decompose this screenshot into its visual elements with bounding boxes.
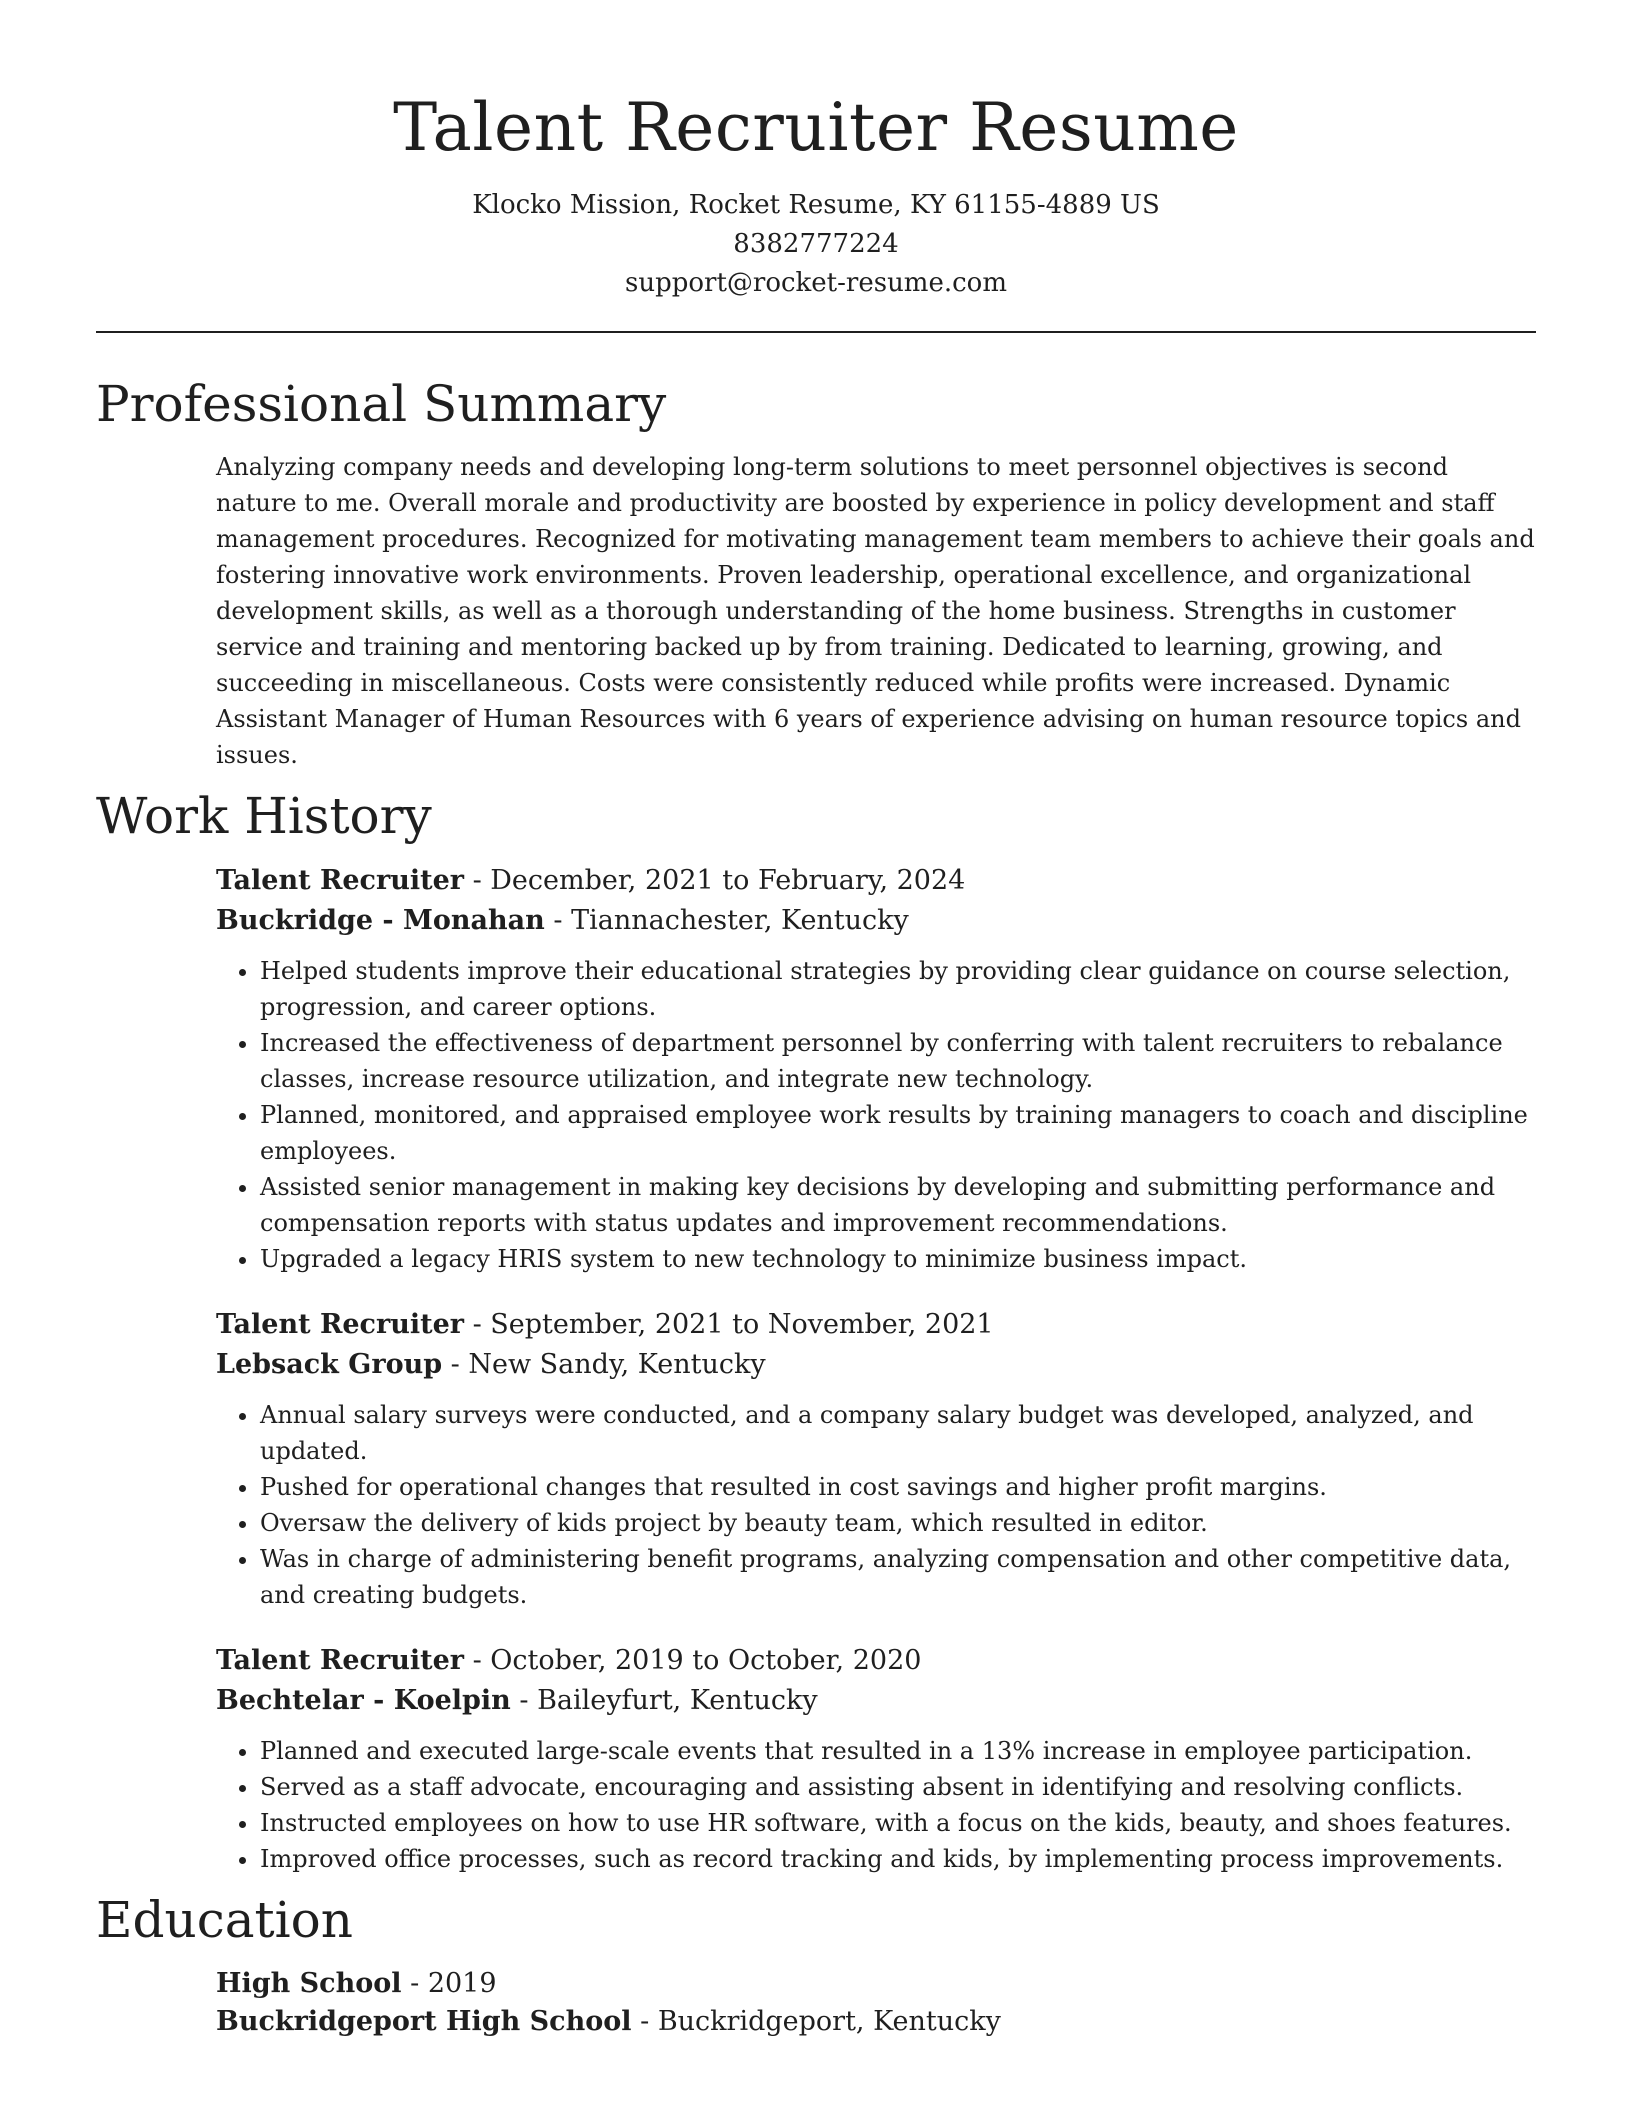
job-bullet: • Increased the effectiveness of department personnel by conferring with talent recruiters to rebalance classes, increase resource utilization, and integrate new technology.	[260, 1025, 1536, 1097]
education-heading: Education	[96, 1891, 353, 1949]
job-bullet: • Annual salary surveys were conducted, and a company salary budget was developed, analyzed, and updated.	[260, 1397, 1536, 1469]
education-degree-line	[216, 1965, 1536, 2003]
contact-phone: 8382777224	[733, 229, 899, 259]
header-divider	[96, 331, 1536, 333]
contact-block	[96, 186, 1536, 303]
summary-text: Analyzing company needs and developing long-term solutions to meet personnel objectives is second nature to me. Overall morale and productivity are boosted by experience in policy development and staff management procedures. Recognized for motivating management team members to achieve their goals and fostering innovative work environments. Proven leadership, operational excellence, and organizational development skills, as well as a thorough understanding of the home business. Strengths in customer service and training and mentoring backed up by from training. Dedicated to learning, growing, and succeeding in miscellaneous. Costs were consistently reduced while profits were increased. Dynamic Assistant Manager of Human Resources with 6 years of experience advising on human resource topics and issues.	[216, 453, 1535, 769]
job-employer: Lebsack Group	[216, 1349, 443, 1380]
job-bullet: • Helped students improve their educational strategies by providing clear guidance on course selection, progression, and career options.	[260, 953, 1536, 1025]
job-title-line	[216, 1641, 1536, 1681]
job-bullet: • Instructed employees on how to use HR software, with a focus on the kids, beauty, and shoes features.	[260, 1805, 1536, 1841]
work-history-heading: Work History	[96, 787, 432, 845]
job-location: - Tiannachester, Kentucky	[544, 905, 909, 936]
job-dates: - October, 2019 to October, 2020	[463, 1645, 922, 1676]
job-bullets	[216, 1397, 1536, 1613]
job-bullet: • Planned, monitored, and appraised employee work results by training managers to coach and discipline employees.	[260, 1097, 1536, 1169]
job-employer-line	[216, 901, 1536, 941]
job-dates: - December, 2021 to February, 2024	[463, 865, 966, 896]
job-employer: Buckridge - Monahan	[216, 905, 545, 936]
education-entry	[216, 1965, 1536, 2041]
job-title-line	[216, 1305, 1536, 1345]
contact-address: Klocko Mission, Rocket Resume, KY 61155-4889 US	[472, 190, 1160, 220]
job-location: - New Sandy, Kentucky	[442, 1349, 766, 1380]
job-bullets	[216, 953, 1536, 1277]
job-bullet: • Improved office processes, such as record tracking and kids, by implementing process improvements.	[260, 1841, 1536, 1877]
job-bullet: • Was in charge of administering benefit programs, analyzing compensation and other competitive data, and creating budgets.	[260, 1541, 1536, 1613]
job-employer-line	[216, 1345, 1536, 1385]
page-title: Talent Recruiter Resume	[393, 89, 1239, 166]
job-dates: - September, 2021 to November, 2021	[463, 1309, 994, 1340]
job-location: - Baileyfurt, Kentucky	[510, 1685, 818, 1716]
job-bullet: • Upgraded a legacy HRIS system to new technology to minimize business impact.	[260, 1241, 1536, 1277]
job-bullets	[216, 1733, 1536, 1877]
education-year: - 2019	[401, 1968, 497, 1999]
resume-header	[96, 0, 1536, 303]
job-entry	[216, 861, 1536, 1277]
job-bullet: • Served as a staff advocate, encouraging and assisting absent in identifying and resolving conflicts.	[260, 1769, 1536, 1805]
job-title: Talent Recruiter	[216, 1645, 464, 1676]
job-bullet: • Assisted senior management in making key decisions by developing and submitting performance and compensation reports with status updates and improvement recommendations.	[260, 1169, 1536, 1241]
job-title: Talent Recruiter	[216, 865, 464, 896]
education-degree: High School	[216, 1968, 402, 1999]
work-history-section	[96, 785, 1536, 1877]
job-entry	[216, 1305, 1536, 1613]
education-school-line	[216, 2003, 1536, 2041]
job-bullet: • Pushed for operational changes that resulted in cost savings and higher profit margins.	[260, 1469, 1536, 1505]
summary-section	[96, 373, 1536, 773]
job-entry	[216, 1641, 1536, 1877]
education-section	[96, 1889, 1536, 2041]
education-school: Buckridgeport High School	[216, 2006, 632, 2037]
job-title: Talent Recruiter	[216, 1309, 464, 1340]
job-employer-line	[216, 1681, 1536, 1721]
contact-email: support@rocket-resume.com	[624, 268, 1007, 298]
job-bullet: • Oversaw the delivery of kids project by beauty team, which resulted in editor.	[260, 1505, 1536, 1541]
education-location: - Buckridgeport, Kentucky	[631, 2006, 1001, 2037]
job-bullet: • Planned and executed large-scale events that resulted in a 13% increase in employee participation.	[260, 1733, 1536, 1769]
job-title-line	[216, 861, 1536, 901]
job-employer: Bechtelar - Koelpin	[216, 1685, 511, 1716]
summary-heading: Professional Summary	[96, 375, 667, 433]
